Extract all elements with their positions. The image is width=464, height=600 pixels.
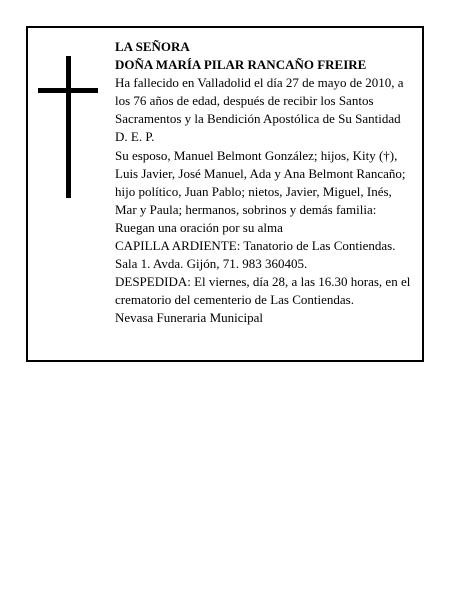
cross-horizontal-bar [38,88,98,93]
deceased-name: DOÑA MARÍA PILAR RANCAÑO FREIRE [115,57,367,73]
prayer-request: Ruegan una oración por su alma [115,219,283,235]
obituary-notice [26,26,424,362]
death-announcement: Ha fallecido en Valladolid el día 27 de mayo de 2010, a los 76 años de edad, después de recibir los Santos Sacramentos y la Bendición Apostólica de Su Santidad D. E. P. [115,75,404,145]
chapel-info: CAPILLA ARDIENTE: Tanatorio de Las Contiendas. Sala 1. Avda. Gijón, 71. 983 360405. [115,238,396,272]
obituary-text [115,38,415,328]
farewell-info: DESPEDIDA: El viernes, día 28, a las 16.30 horas, en el crematorio del cementerio de Las Contiendas. [115,274,411,308]
cross-icon [38,56,98,198]
family-list: Su esposo, Manuel Belmont González; hijos, Kity (†), Luis Javier, José Manuel, Ada y Ana Belmont Rancaño; hijo político, Juan Pablo; nietos, Javier, Miguel, Inés, Mar y Paula; hermanos, sobrinos y demás familia: [115,147,406,217]
cross-vertical-bar [66,56,71,198]
funeral-home: Nevasa Funeraria Municipal [115,310,264,326]
notice-heading: LA SEÑORA [115,39,190,54]
